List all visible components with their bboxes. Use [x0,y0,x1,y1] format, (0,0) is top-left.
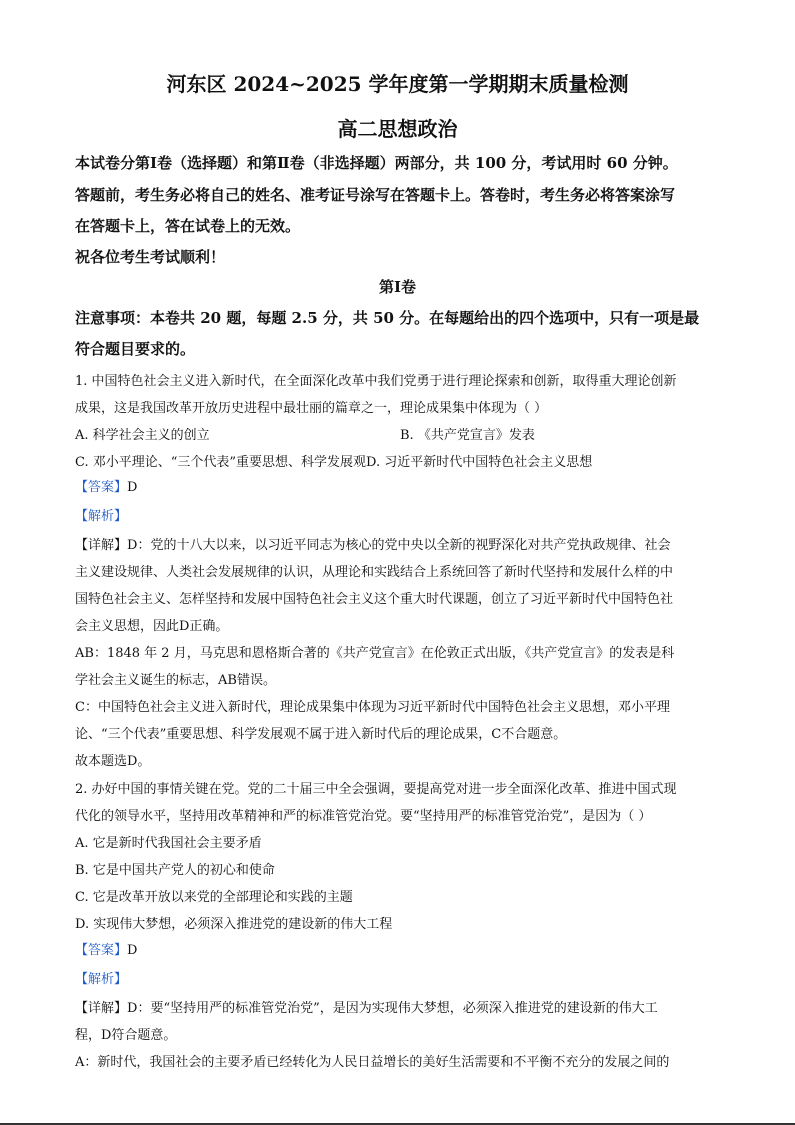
q2-analysis-tag: 【解析】 [75,972,128,987]
detail-tag: 【详解】 [75,538,128,553]
q2-explain-2: 程，D符合题意。 [75,1028,177,1043]
intro-line-3: 在答题卡上，答在试卷上的无效。 [75,217,301,235]
intro-line-2: 答题前，考生务必将自己的姓名、准考证号涂写在答题卡上。答卷时，考生务必将答案涂写 [75,186,676,204]
detail-tag: 【详解】 [75,1001,128,1016]
exam-title: 河东区 2024~2025 学年度第一学期期末质量检测 [166,72,629,96]
q1-option-cd: C. 邓小平理论、“三个代表”重要思想、科学发展观D. 习近平新时代中国特色社会主义思想 [75,455,593,470]
q1-explain-4: 会主义思想，因此D正确。 [75,619,229,634]
q2-stem-2: 代化的领导水平，坚持用改革精神和严的标准管党治党。要“坚持用严的标准管党治党”，是因为（ ） [75,809,652,824]
section-title: 第Ⅰ卷 [378,278,417,296]
q1-analysis-tag: 【解析】 [75,509,128,524]
q2-explain-1 [75,997,725,1016]
q1-explain-6: 学社会主义诞生的标志，AB错误。 [75,673,276,688]
q1-explain-1 [75,534,725,553]
q1-explain-1-text: D：党的十八大以来，以习近平同志为核心的党中央以全新的视野深化对共产党执政规律、社会 [127,538,671,553]
q2-answer [75,939,725,958]
q1-option-b: B. 《共产党宣言》发表 [400,428,535,443]
q2-option-c: C. 它是改革开放以来党的全部理论和实践的主题 [75,890,353,905]
q1-explain-5: AB：1848 年 2 月，马克思和恩格斯合著的《共产党宣言》在伦敦正式出版，《共产党宣言》的发表是科 [75,646,675,661]
subject-title: 高二思想政治 [337,117,458,141]
q2-option-a: A. 它是新时代我国社会主要矛盾 [75,836,262,851]
q1-explain-8: 论、“三个代表”重要思想、科学发展观不属于进入新时代后的理论成果，C不合题意。 [75,727,567,742]
q2-option-d: D. 实现伟大梦想，必须深入推进党的建设新的伟大工程 [75,917,393,932]
notice-line-2: 符合题目要求的。 [75,340,196,358]
intro-line-4: 祝各位考生考试顺利！ [75,248,226,266]
notice-line-1: 注意事项：本卷共 20 题，每题 2.5 分，共 50 分。在每题给出的四个选项中，只有一项是最 [75,309,700,327]
answer-value: D [127,480,138,495]
q1-answer [75,476,725,495]
q1-stem-1: 1. 中国特色社会主义进入新时代，在全面深化改革中我们党勇于进行理论探索和创新，取得重大理论创新 [75,374,677,389]
q1-explain-7: C：中国特色社会主义进入新时代，理论成果集中体现为习近平新时代中国特色社会主义思想，邓小平理 [75,700,670,715]
q2-option-b: B. 它是中国共产党人的初心和使命 [75,863,275,878]
q1-stem-2: 成果，这是我国改革开放历史进程中最壮丽的篇章之一，理论成果集中体现为（ ） [75,401,548,416]
answer-tag: 【答案】 [75,480,128,495]
q1-explain-3: 国特色社会主义、怎样坚持和发展中国特色社会主义这个重大时代课题，创立了习近平新时代中国特色社 [75,592,674,607]
q2-stem-1: 2. 办好中国的事情关键在党。党的二十届三中全会强调，要提高党对进一步全面深化改革、推进中国式现 [75,782,677,797]
intro-line-1: 本试卷分第Ⅰ卷（选择题）和第Ⅱ卷（非选择题）两部分，共 100 分，考试用时 60 分钟。 [75,154,678,172]
q2-explain-1-text: D：要“坚持用严的标准管党治党”，是因为实现伟大梦想，必须深入推进党的建设新的伟大工 [127,1001,658,1016]
q1-option-a: A. 科学社会主义的创立 [75,428,210,443]
answer-tag: 【答案】 [75,943,128,958]
answer-value: D [127,943,138,958]
q1-explain-9: 故本题选D。 [75,754,151,769]
q1-explain-2: 主义建设规律、人类社会发展规律的认识，从理论和实践结合上系统回答了新时代坚持和发展什么样的中 [75,565,674,580]
q2-explain-3: A：新时代，我国社会的主要矛盾已经转化为人民日益增长的美好生活需要和不平衡不充分的发展之间的 [75,1055,670,1070]
